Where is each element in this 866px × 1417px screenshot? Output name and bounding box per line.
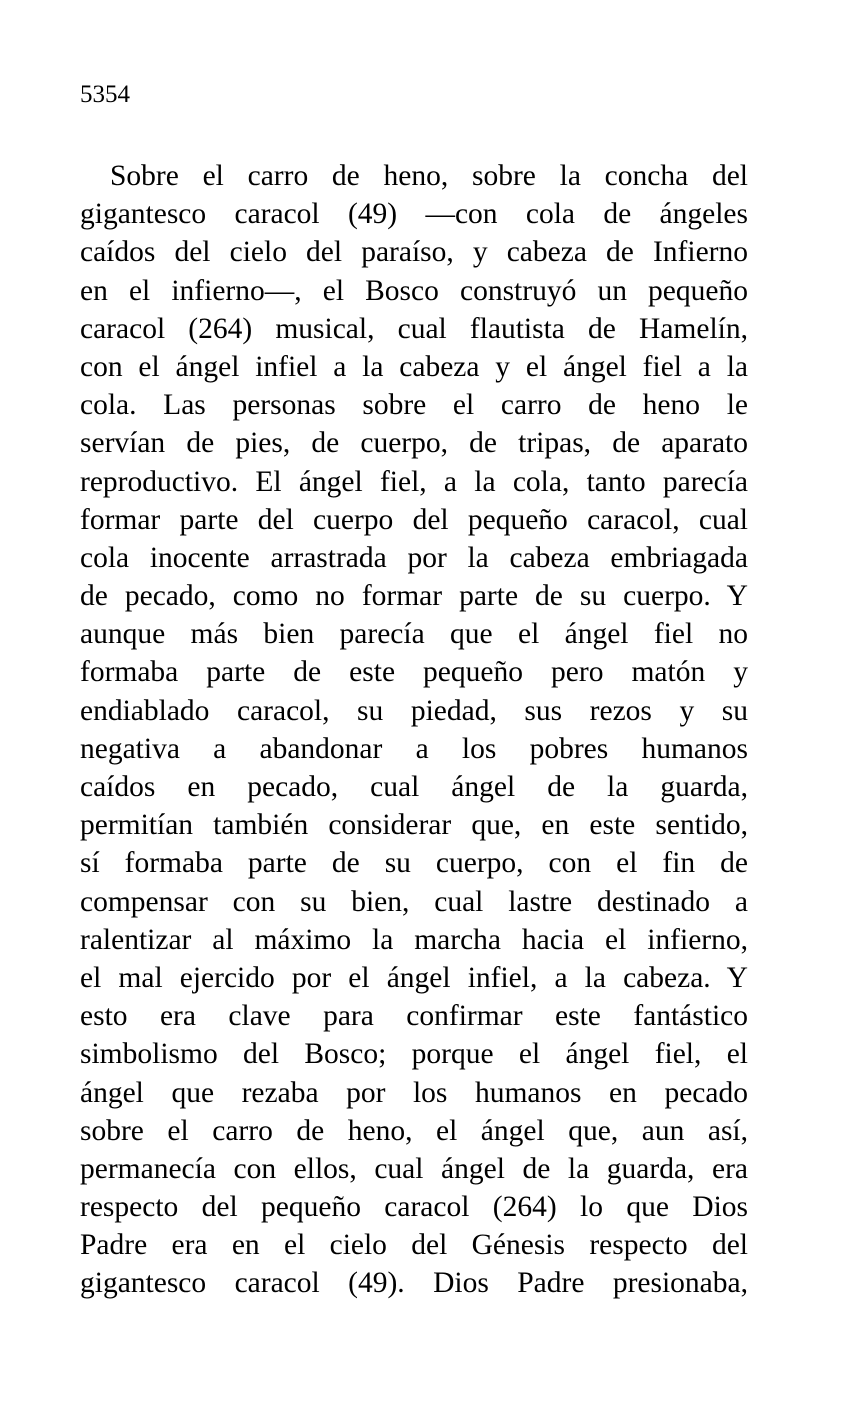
text-line: con el ángel infiel a la cabeza y el ángel fiel a la [80,350,748,383]
text-line: formar parte del cuerpo del pequeño caracol, cual [80,503,748,536]
text-line: de pecado, como no formar parte de su cuerpo. Y [80,580,748,613]
text-line: en el infierno—, el Bosco construyó un pequeño [80,274,748,307]
text-line: esto era clave para confirmar este fantástico [80,1000,748,1033]
text-line: servían de pies, de cuerpo, de tripas, de aparato [80,427,748,460]
text-line: gigantesco caracol (49). Dios Padre presionaba, [80,1267,748,1300]
text-line: caídos en pecado, cual ángel de la guarda, [80,771,748,803]
text-line: Sobre el carro de heno, sobre la concha del [110,160,748,192]
text-line: simbolismo del Bosco; porque el ángel fiel, el [80,1038,748,1071]
page-number: 5354 [80,81,130,108]
text-line: sí formaba parte de su cuerpo, con el fin de [80,847,748,880]
text-line: cola. Las personas sobre el carro de heno le [80,389,748,422]
text-line: ralentizar al máximo la marcha hacia el infierno, [80,923,748,956]
text-line: endiablado caracol, su piedad, sus rezos y su [80,694,748,727]
text-line: respecto del pequeño caracol (264) lo que Dios [80,1191,748,1224]
text-line: permanecía con ellos, cual ángel de la guarda, era [80,1152,748,1185]
text-line: ángel que rezaba por los humanos en pecado [80,1076,748,1109]
body-paragraph [80,157,748,1303]
text-line: reproductivo. El ángel fiel, a la cola, tanto parecía [80,465,748,498]
text-line: el mal ejercido por el ángel infiel, a la cabeza. Y [80,961,748,994]
text-line: sobre el carro de heno, el ángel que, aun así, [80,1114,748,1147]
text-line: gigantesco caracol (49) —con cola de ángeles [80,198,748,231]
text-line: formaba parte de este pequeño pero matón y [80,656,748,689]
text-line: compensar con su bien, cual lastre destinado a [80,885,748,918]
text-line: negativa a abandonar a los pobres humanos [80,732,748,765]
text-line: Padre era en el cielo del Génesis respecto del [80,1229,748,1262]
text-line: aunque más bien parecía que el ángel fiel no [80,618,748,651]
text-line: caracol (264) musical, cual flautista de Hamelín, [80,312,748,345]
text-line: permitían también considerar que, en este sentido, [80,809,748,842]
text-line: cola inocente arrastrada por la cabeza embriagada [80,541,748,574]
text-line: caídos del cielo del paraíso, y cabeza de Infierno [80,236,748,269]
